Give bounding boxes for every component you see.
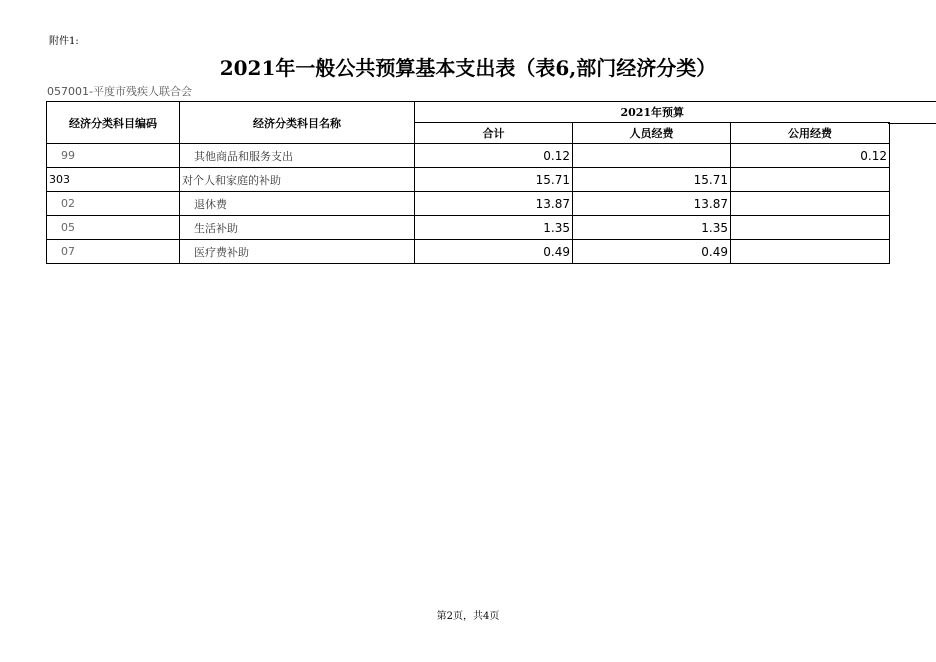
header-budget-group: 2021年预算 bbox=[415, 102, 890, 123]
row-name: 退休费 bbox=[180, 192, 415, 216]
row-public bbox=[731, 192, 890, 216]
row-public bbox=[731, 168, 890, 192]
row-personnel: 1.35 bbox=[573, 216, 731, 240]
page-footer: 第2页，共4页 bbox=[436, 611, 500, 622]
row-total: 13.87 bbox=[415, 192, 573, 216]
header-name: 经济分类科目名称 bbox=[180, 102, 415, 144]
page-title: 2021年一般公共预算基本支出表（表6,部门经济分类） bbox=[219, 56, 717, 80]
row-name: 生活补助 bbox=[180, 216, 415, 240]
table-row bbox=[47, 168, 890, 192]
row-code: 99 bbox=[47, 144, 180, 168]
row-total: 0.12 bbox=[415, 144, 573, 168]
row-public bbox=[731, 216, 890, 240]
attachment-label: 附件1: bbox=[49, 36, 79, 47]
row-public: 0.12 bbox=[731, 144, 890, 168]
row-total: 1.35 bbox=[415, 216, 573, 240]
row-personnel: 15.71 bbox=[573, 168, 731, 192]
budget-table bbox=[46, 101, 890, 264]
header-personnel: 人员经费 bbox=[573, 123, 731, 144]
row-personnel bbox=[573, 144, 731, 168]
row-total: 15.71 bbox=[415, 168, 573, 192]
row-total: 0.49 bbox=[415, 240, 573, 264]
header-total: 合计 bbox=[415, 123, 573, 144]
row-code: 303 bbox=[47, 168, 180, 192]
row-personnel: 0.49 bbox=[573, 240, 731, 264]
row-name: 对个人和家庭的补助 bbox=[180, 168, 415, 192]
table-row bbox=[47, 144, 890, 168]
row-code: 05 bbox=[47, 216, 180, 240]
table-row bbox=[47, 192, 890, 216]
header-code: 经济分类科目编码 bbox=[47, 102, 180, 144]
row-code: 07 bbox=[47, 240, 180, 264]
row-code: 02 bbox=[47, 192, 180, 216]
row-personnel: 13.87 bbox=[573, 192, 731, 216]
row-public bbox=[731, 240, 890, 264]
header-public: 公用经费 bbox=[731, 123, 890, 144]
table-row bbox=[47, 240, 890, 264]
unit-name: 057001-平度市残疾人联合会 bbox=[47, 85, 192, 98]
header-extension-line bbox=[888, 101, 936, 124]
row-name: 其他商品和服务支出 bbox=[180, 144, 415, 168]
table-row bbox=[47, 216, 890, 240]
row-name: 医疗费补助 bbox=[180, 240, 415, 264]
